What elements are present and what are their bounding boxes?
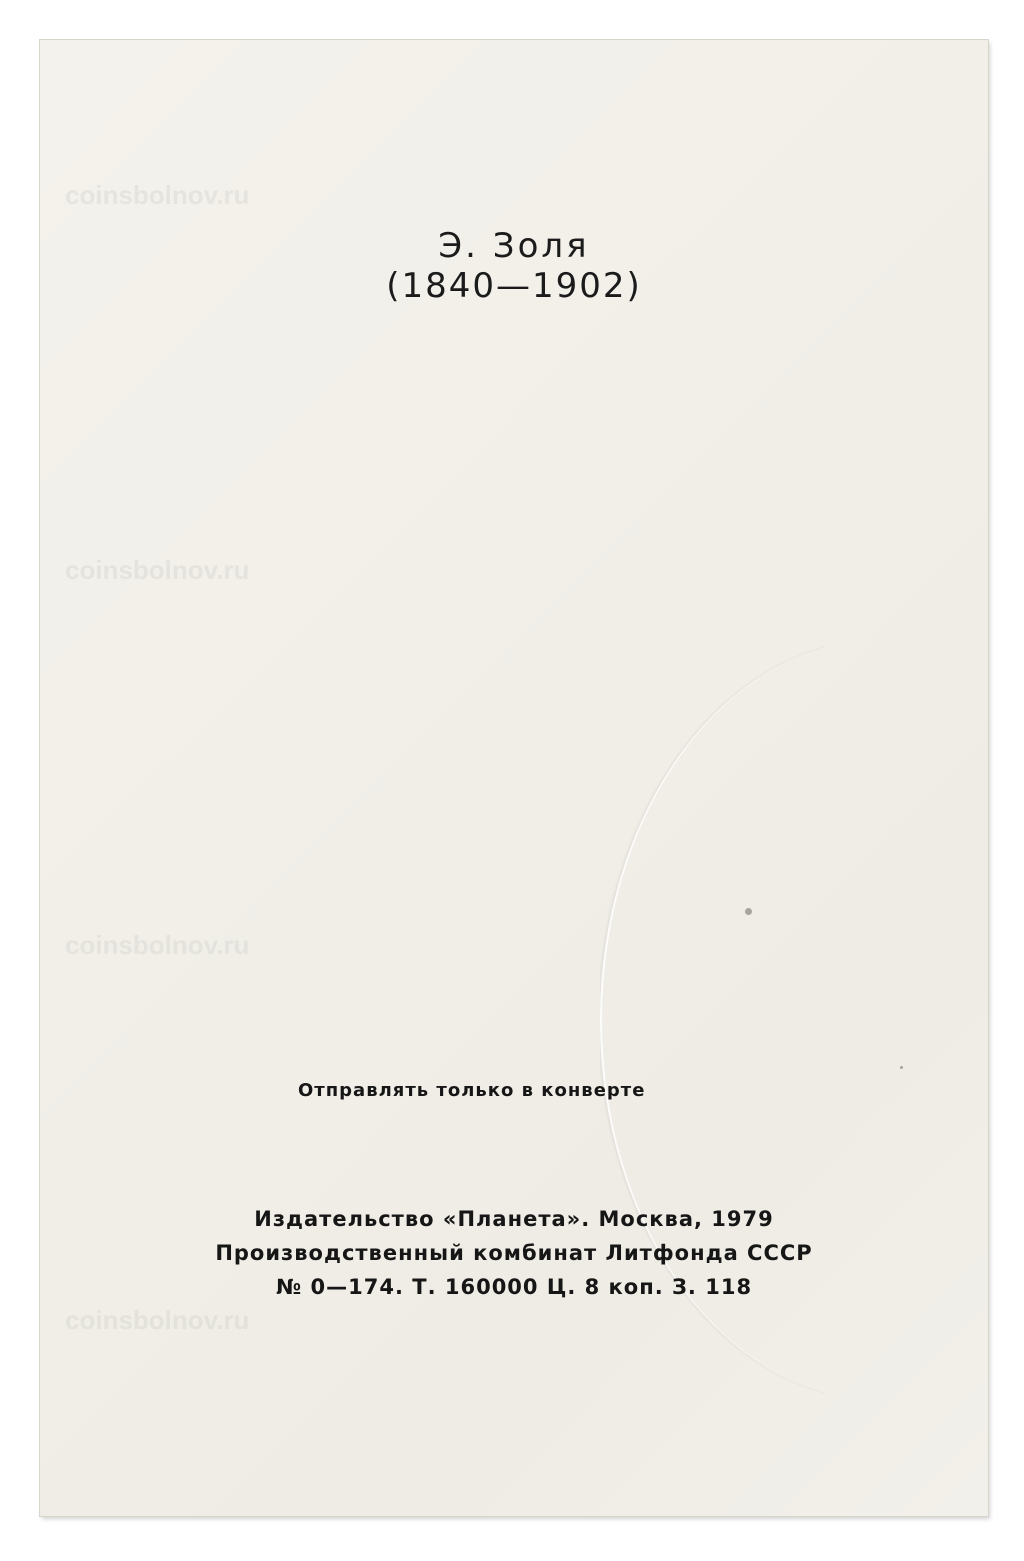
printer-line: Производственный комбинат Литфонда СССР: [215, 1241, 813, 1265]
publisher-imprint: [40, 1202, 988, 1304]
author-name: Э. Золя: [438, 226, 590, 266]
paper-speck: [745, 908, 752, 915]
watermark: coinsbolnov.ru: [65, 1305, 250, 1335]
author-years: (1840—1902): [386, 266, 642, 306]
publisher-line: Издательство «Планета». Москва, 1979: [254, 1207, 774, 1231]
postcard-back: [40, 40, 988, 1516]
watermark: coinsbolnov.ru: [65, 180, 250, 210]
paper-speck: [900, 1066, 903, 1069]
watermark: coinsbolnov.ru: [65, 930, 250, 960]
order-line: № 0—174. Т. 160000 Ц. 8 коп. З. 118: [275, 1275, 753, 1299]
mailing-note: Отправлять только в конверте: [298, 1080, 646, 1101]
watermark: coinsbolnov.ru: [65, 555, 250, 585]
